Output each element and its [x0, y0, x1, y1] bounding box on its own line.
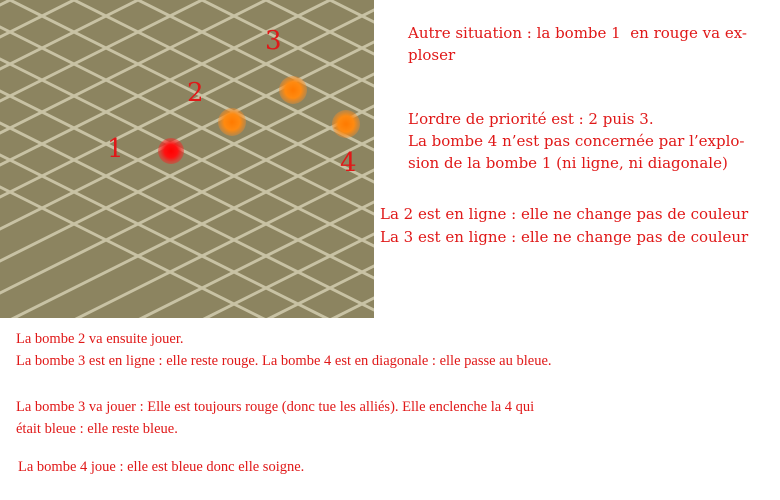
grid-line	[0, 0, 374, 318]
grid-line	[0, 0, 374, 318]
grid-line	[0, 0, 374, 318]
bomb-3-orange	[279, 76, 307, 104]
priority-line-2: La bombe 4 n’est pas concernée par l’explo-	[408, 132, 745, 150]
diamond-grid	[0, 0, 374, 318]
grid-line	[0, 0, 374, 318]
priority-line-3: sion de la bombe 1 (ni ligne, ni diagonale)	[408, 154, 728, 172]
game-board	[0, 0, 374, 318]
grid-line	[0, 0, 374, 318]
priority-line-1: L’ordre de priorité est : 2 puis 3.	[408, 110, 654, 128]
situation-line-1: Autre situation : la bombe 1 en rouge va ex-	[408, 24, 748, 42]
grid-line	[42, 0, 374, 318]
grid-line	[0, 0, 374, 318]
grid-line	[0, 0, 374, 318]
line-3-status: La 3 est en ligne : elle ne change pas de couleur	[380, 228, 749, 246]
bottom-p2-line-2: était bleue : elle reste bleue.	[16, 421, 178, 437]
grid-line	[0, 0, 374, 318]
bomb-2-orange	[218, 108, 246, 136]
situation-line-2: ploser	[408, 46, 456, 64]
bottom-p1-line-1: La bombe 2 va ensuite jouer.	[16, 331, 184, 347]
grid-line	[0, 0, 374, 318]
grid-line	[0, 0, 374, 318]
bomb-label-2: 2	[187, 78, 204, 108]
grid-line	[0, 0, 374, 318]
bottom-p2-line-1: La bombe 3 va jouer : Elle est toujours rouge (donc tue les alliés). Elle enclenche la 4 qui	[16, 399, 535, 415]
grid-line	[0, 0, 374, 318]
bomb-4-orange	[332, 110, 360, 138]
grid-line	[0, 0, 374, 318]
grid-line	[0, 0, 374, 318]
grid-line	[0, 0, 374, 318]
bomb-1-red	[158, 138, 184, 164]
grid-line	[0, 0, 374, 318]
grid-line	[0, 0, 374, 318]
grid-line	[0, 0, 374, 318]
line-2-status: La 2 est en ligne : elle ne change pas de couleur	[380, 205, 749, 223]
bomb-label-4: 4	[340, 148, 357, 178]
grid-line	[0, 0, 374, 318]
bomb-label-3: 3	[265, 26, 282, 56]
bottom-p3-line-1: La bombe 4 joue : elle est bleue donc elle soigne.	[18, 459, 305, 475]
grid-line	[0, 0, 374, 318]
grid-line	[0, 0, 374, 318]
bomb-label-1: 1	[107, 134, 124, 164]
grid-line	[0, 0, 374, 318]
grid-line	[0, 0, 374, 318]
bottom-p1-line-2: La bombe 3 est en ligne : elle reste rouge. La bombe 4 est en diagonale : elle passe au bleue.	[16, 353, 552, 369]
grid-line	[0, 0, 374, 318]
grid-line	[0, 0, 374, 318]
grid-line	[0, 0, 374, 318]
